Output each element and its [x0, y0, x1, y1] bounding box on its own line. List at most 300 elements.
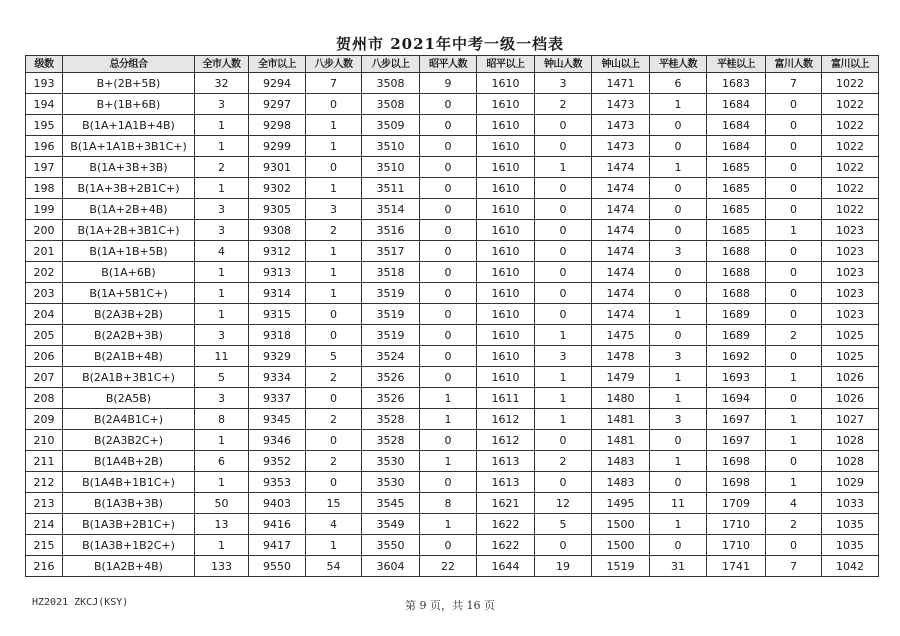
- table-row: [26, 178, 879, 199]
- level-cell: 197: [26, 157, 63, 178]
- count-cell: 1474: [592, 199, 650, 220]
- count-cell: 0: [420, 115, 477, 136]
- count-cell: 0: [420, 346, 477, 367]
- count-cell: 1: [306, 115, 362, 136]
- count-cell: 1: [535, 157, 592, 178]
- count-cell: 2: [306, 220, 362, 241]
- count-cell: 1688: [707, 241, 766, 262]
- count-cell: 9315: [249, 304, 306, 325]
- count-cell: 0: [766, 157, 822, 178]
- count-cell: 1610: [477, 94, 535, 115]
- footer-code: HZ2021 ZKCJ(KSY): [32, 597, 129, 608]
- count-cell: 7: [766, 556, 822, 577]
- count-cell: 1610: [477, 178, 535, 199]
- table-row: [26, 283, 879, 304]
- count-cell: 3: [650, 346, 707, 367]
- level-cell: 203: [26, 283, 63, 304]
- count-cell: 9417: [249, 535, 306, 556]
- count-cell: 0: [650, 199, 707, 220]
- count-cell: 1697: [707, 409, 766, 430]
- count-cell: 1: [650, 304, 707, 325]
- count-cell: 1022: [822, 199, 879, 220]
- table-row: [26, 556, 879, 577]
- combo-cell: B(1A+2B+4B): [63, 199, 195, 220]
- count-cell: 1: [650, 514, 707, 535]
- count-cell: 3549: [362, 514, 420, 535]
- count-cell: 4: [766, 493, 822, 514]
- count-cell: 9353: [249, 472, 306, 493]
- count-cell: 8: [420, 493, 477, 514]
- count-cell: 9403: [249, 493, 306, 514]
- count-cell: 133: [195, 556, 249, 577]
- count-cell: 9298: [249, 115, 306, 136]
- count-cell: 1: [195, 262, 249, 283]
- count-cell: 15: [306, 493, 362, 514]
- page-title: 贺州市 2021年中考一级一档表: [336, 35, 564, 53]
- table-body: [26, 73, 879, 577]
- count-cell: 1023: [822, 220, 879, 241]
- count-cell: 1: [535, 388, 592, 409]
- count-cell: 1: [420, 514, 477, 535]
- count-cell: 1688: [707, 262, 766, 283]
- level-cell: 209: [26, 409, 63, 430]
- level-cell: 204: [26, 304, 63, 325]
- count-cell: 1: [306, 241, 362, 262]
- combo-cell: B(2A4B1C+): [63, 409, 195, 430]
- count-cell: 1685: [707, 199, 766, 220]
- count-cell: 1611: [477, 388, 535, 409]
- count-cell: 0: [420, 472, 477, 493]
- level-cell: 198: [26, 178, 63, 199]
- count-cell: 5: [306, 346, 362, 367]
- count-cell: 1474: [592, 283, 650, 304]
- count-cell: 1474: [592, 262, 650, 283]
- count-cell: 0: [650, 178, 707, 199]
- combo-cell: B(2A1B+3B1C+): [63, 367, 195, 388]
- level-cell: 213: [26, 493, 63, 514]
- count-cell: 22: [420, 556, 477, 577]
- level-cell: 201: [26, 241, 63, 262]
- count-cell: 3509: [362, 115, 420, 136]
- count-cell: 1: [195, 283, 249, 304]
- count-cell: 0: [650, 220, 707, 241]
- level-cell: 208: [26, 388, 63, 409]
- count-cell: 9308: [249, 220, 306, 241]
- combo-cell: B(2A3B+2B): [63, 304, 195, 325]
- column-header: 全市人数: [195, 56, 249, 73]
- combo-cell: B(2A5B): [63, 388, 195, 409]
- count-cell: 0: [420, 325, 477, 346]
- count-cell: 1610: [477, 157, 535, 178]
- count-cell: 1610: [477, 304, 535, 325]
- count-cell: 1: [766, 409, 822, 430]
- count-cell: 0: [535, 178, 592, 199]
- count-cell: 3516: [362, 220, 420, 241]
- combo-cell: B(1A3B+3B): [63, 493, 195, 514]
- combo-cell: B(1A+6B): [63, 262, 195, 283]
- count-cell: 1684: [707, 115, 766, 136]
- table-row: [26, 304, 879, 325]
- level-cell: 207: [26, 367, 63, 388]
- count-cell: 1473: [592, 136, 650, 157]
- combo-cell: B(2A1B+4B): [63, 346, 195, 367]
- table-row: [26, 514, 879, 535]
- count-cell: 0: [420, 178, 477, 199]
- count-cell: 1683: [707, 73, 766, 94]
- table-row: [26, 115, 879, 136]
- count-cell: 3514: [362, 199, 420, 220]
- count-cell: 0: [766, 283, 822, 304]
- count-cell: 0: [766, 346, 822, 367]
- count-cell: 1023: [822, 283, 879, 304]
- count-cell: 1474: [592, 157, 650, 178]
- count-cell: 1025: [822, 325, 879, 346]
- combo-cell: B(1A4B+1B1C+): [63, 472, 195, 493]
- count-cell: 1023: [822, 241, 879, 262]
- count-cell: 9294: [249, 73, 306, 94]
- count-cell: 3528: [362, 430, 420, 451]
- count-cell: 1473: [592, 94, 650, 115]
- count-cell: 1027: [822, 409, 879, 430]
- count-cell: 1693: [707, 367, 766, 388]
- count-cell: 9301: [249, 157, 306, 178]
- count-cell: 3550: [362, 535, 420, 556]
- count-cell: 1: [420, 409, 477, 430]
- count-cell: 1028: [822, 451, 879, 472]
- count-cell: 1610: [477, 115, 535, 136]
- count-cell: 0: [420, 262, 477, 283]
- count-cell: 1519: [592, 556, 650, 577]
- count-cell: 1684: [707, 136, 766, 157]
- combo-cell: B(2A3B2C+): [63, 430, 195, 451]
- count-cell: 3: [195, 325, 249, 346]
- count-cell: 0: [420, 199, 477, 220]
- combo-cell: B(1A+1B+5B): [63, 241, 195, 262]
- table-row: [26, 367, 879, 388]
- count-cell: 2: [195, 157, 249, 178]
- count-cell: 0: [766, 451, 822, 472]
- count-cell: 9302: [249, 178, 306, 199]
- count-cell: 1: [535, 409, 592, 430]
- count-cell: 1689: [707, 325, 766, 346]
- count-cell: 1685: [707, 157, 766, 178]
- count-cell: 0: [535, 262, 592, 283]
- count-cell: 1698: [707, 472, 766, 493]
- combo-cell: B(1A+2B+3B1C+): [63, 220, 195, 241]
- combo-cell: B(1A3B+2B1C+): [63, 514, 195, 535]
- count-cell: 0: [306, 472, 362, 493]
- count-cell: 9: [420, 73, 477, 94]
- count-cell: 1023: [822, 304, 879, 325]
- count-cell: 9318: [249, 325, 306, 346]
- count-cell: 12: [535, 493, 592, 514]
- count-cell: 9346: [249, 430, 306, 451]
- count-cell: 1710: [707, 535, 766, 556]
- count-cell: 1033: [822, 493, 879, 514]
- count-cell: 0: [650, 136, 707, 157]
- count-cell: 1612: [477, 409, 535, 430]
- count-cell: 1022: [822, 178, 879, 199]
- count-cell: 0: [766, 94, 822, 115]
- table-row: [26, 73, 879, 94]
- combo-cell: B(1A+5B1C+): [63, 283, 195, 304]
- column-header: 富川人数: [766, 56, 822, 73]
- count-cell: 1: [306, 535, 362, 556]
- level-cell: 216: [26, 556, 63, 577]
- count-cell: 1022: [822, 73, 879, 94]
- count-cell: 0: [766, 388, 822, 409]
- count-cell: 2: [766, 325, 822, 346]
- count-cell: 1610: [477, 241, 535, 262]
- table-row: [26, 157, 879, 178]
- count-cell: 1471: [592, 73, 650, 94]
- count-cell: 1474: [592, 178, 650, 199]
- count-cell: 1: [650, 157, 707, 178]
- count-cell: 3528: [362, 409, 420, 430]
- count-cell: 1: [306, 262, 362, 283]
- level-cell: 214: [26, 514, 63, 535]
- count-cell: 1479: [592, 367, 650, 388]
- column-header: 总分组合: [63, 56, 195, 73]
- count-cell: 1: [420, 451, 477, 472]
- count-cell: 0: [306, 94, 362, 115]
- count-cell: 1474: [592, 241, 650, 262]
- count-cell: 1709: [707, 493, 766, 514]
- combo-cell: B(1A+1A1B+4B): [63, 115, 195, 136]
- count-cell: 2: [535, 94, 592, 115]
- level-cell: 215: [26, 535, 63, 556]
- count-cell: 9416: [249, 514, 306, 535]
- count-cell: 1022: [822, 136, 879, 157]
- count-cell: 1035: [822, 514, 879, 535]
- count-cell: 2: [306, 451, 362, 472]
- count-cell: 1613: [477, 472, 535, 493]
- count-cell: 7: [306, 73, 362, 94]
- count-cell: 1: [306, 283, 362, 304]
- count-cell: 6: [650, 73, 707, 94]
- count-cell: 0: [306, 430, 362, 451]
- count-cell: 1685: [707, 178, 766, 199]
- count-cell: 1: [766, 220, 822, 241]
- count-cell: 1: [420, 388, 477, 409]
- count-cell: 0: [306, 388, 362, 409]
- count-cell: 1483: [592, 451, 650, 472]
- count-cell: 1473: [592, 115, 650, 136]
- count-cell: 1495: [592, 493, 650, 514]
- count-cell: 9305: [249, 199, 306, 220]
- count-cell: 1: [195, 136, 249, 157]
- count-cell: 1610: [477, 346, 535, 367]
- count-cell: 1022: [822, 115, 879, 136]
- table-row: [26, 472, 879, 493]
- count-cell: 3526: [362, 367, 420, 388]
- count-cell: 3510: [362, 157, 420, 178]
- count-cell: 0: [650, 430, 707, 451]
- column-header: 昭平人数: [420, 56, 477, 73]
- count-cell: 3: [650, 241, 707, 262]
- count-cell: 2: [306, 409, 362, 430]
- count-cell: 3530: [362, 451, 420, 472]
- count-cell: 1: [766, 472, 822, 493]
- count-cell: 1610: [477, 262, 535, 283]
- count-cell: 11: [650, 493, 707, 514]
- count-cell: 0: [650, 262, 707, 283]
- table-row: [26, 94, 879, 115]
- count-cell: 1025: [822, 346, 879, 367]
- table-row: [26, 199, 879, 220]
- count-cell: 0: [420, 304, 477, 325]
- count-cell: 3: [195, 220, 249, 241]
- count-cell: 3524: [362, 346, 420, 367]
- count-cell: 1612: [477, 430, 535, 451]
- count-cell: 0: [535, 220, 592, 241]
- count-cell: 1026: [822, 367, 879, 388]
- count-cell: 1029: [822, 472, 879, 493]
- count-cell: 0: [535, 304, 592, 325]
- score-table: [25, 55, 879, 577]
- count-cell: 0: [420, 241, 477, 262]
- count-cell: 1: [195, 535, 249, 556]
- count-cell: 0: [766, 199, 822, 220]
- count-cell: 0: [306, 157, 362, 178]
- count-cell: 4: [195, 241, 249, 262]
- column-header: 富川以上: [822, 56, 879, 73]
- count-cell: 1481: [592, 430, 650, 451]
- count-cell: 1: [766, 367, 822, 388]
- count-cell: 1697: [707, 430, 766, 451]
- count-cell: 0: [420, 220, 477, 241]
- count-cell: 2: [535, 451, 592, 472]
- count-cell: 1474: [592, 220, 650, 241]
- count-cell: 0: [650, 325, 707, 346]
- count-cell: 3517: [362, 241, 420, 262]
- count-cell: 3545: [362, 493, 420, 514]
- count-cell: 2: [766, 514, 822, 535]
- count-cell: 3510: [362, 136, 420, 157]
- count-cell: 0: [535, 199, 592, 220]
- count-cell: 1022: [822, 94, 879, 115]
- count-cell: 1500: [592, 514, 650, 535]
- count-cell: 0: [420, 430, 477, 451]
- count-cell: 1483: [592, 472, 650, 493]
- combo-cell: B+(1B+6B): [63, 94, 195, 115]
- level-cell: 211: [26, 451, 63, 472]
- count-cell: 3: [195, 388, 249, 409]
- count-cell: 1: [195, 304, 249, 325]
- count-cell: 1688: [707, 283, 766, 304]
- combo-cell: B(1A+3B+3B): [63, 157, 195, 178]
- column-header: 平桂人数: [650, 56, 707, 73]
- count-cell: 0: [766, 115, 822, 136]
- combo-cell: B(1A+1A1B+3B1C+): [63, 136, 195, 157]
- table-row: [26, 430, 879, 451]
- count-cell: 9314: [249, 283, 306, 304]
- count-cell: 0: [420, 283, 477, 304]
- count-cell: 31: [650, 556, 707, 577]
- combo-cell: B(1A+3B+2B1C+): [63, 178, 195, 199]
- count-cell: 3: [306, 199, 362, 220]
- level-cell: 205: [26, 325, 63, 346]
- count-cell: 9329: [249, 346, 306, 367]
- column-header: 八步人数: [306, 56, 362, 73]
- count-cell: 0: [766, 304, 822, 325]
- combo-cell: B(1A3B+1B2C+): [63, 535, 195, 556]
- column-header: 全市以上: [249, 56, 306, 73]
- count-cell: 1: [766, 430, 822, 451]
- count-cell: 9352: [249, 451, 306, 472]
- count-cell: 0: [766, 136, 822, 157]
- count-cell: 1698: [707, 451, 766, 472]
- count-cell: 3: [195, 199, 249, 220]
- table-header-row: [26, 56, 879, 73]
- count-cell: 3518: [362, 262, 420, 283]
- count-cell: 9297: [249, 94, 306, 115]
- count-cell: 1610: [477, 325, 535, 346]
- count-cell: 0: [535, 535, 592, 556]
- count-cell: 1474: [592, 304, 650, 325]
- count-cell: 1610: [477, 220, 535, 241]
- level-cell: 206: [26, 346, 63, 367]
- column-header: 级数: [26, 56, 63, 73]
- table-row: [26, 535, 879, 556]
- count-cell: 1610: [477, 199, 535, 220]
- count-cell: 9299: [249, 136, 306, 157]
- count-cell: 54: [306, 556, 362, 577]
- count-cell: 2: [306, 367, 362, 388]
- count-cell: 1613: [477, 451, 535, 472]
- combo-cell: B(2A2B+3B): [63, 325, 195, 346]
- count-cell: 1710: [707, 514, 766, 535]
- count-cell: 1692: [707, 346, 766, 367]
- count-cell: 3: [535, 346, 592, 367]
- count-cell: 6: [195, 451, 249, 472]
- count-cell: 0: [306, 304, 362, 325]
- count-cell: 1610: [477, 283, 535, 304]
- column-header: 钟山人数: [535, 56, 592, 73]
- count-cell: 1: [535, 325, 592, 346]
- count-cell: 1622: [477, 535, 535, 556]
- level-cell: 200: [26, 220, 63, 241]
- level-cell: 202: [26, 262, 63, 283]
- count-cell: 0: [420, 157, 477, 178]
- count-cell: 9550: [249, 556, 306, 577]
- level-cell: 199: [26, 199, 63, 220]
- count-cell: 1610: [477, 73, 535, 94]
- count-cell: 0: [535, 472, 592, 493]
- count-cell: 0: [650, 535, 707, 556]
- count-cell: 1: [535, 367, 592, 388]
- count-cell: 0: [766, 178, 822, 199]
- count-cell: 1694: [707, 388, 766, 409]
- count-cell: 13: [195, 514, 249, 535]
- count-cell: 1: [195, 115, 249, 136]
- column-header: 钟山以上: [592, 56, 650, 73]
- count-cell: 9345: [249, 409, 306, 430]
- count-cell: 0: [420, 535, 477, 556]
- count-cell: 3526: [362, 388, 420, 409]
- count-cell: 3: [195, 94, 249, 115]
- column-header: 八步以上: [362, 56, 420, 73]
- count-cell: 1: [195, 178, 249, 199]
- level-cell: 193: [26, 73, 63, 94]
- count-cell: 0: [306, 325, 362, 346]
- count-cell: 1741: [707, 556, 766, 577]
- count-cell: 0: [535, 283, 592, 304]
- count-cell: 0: [420, 136, 477, 157]
- count-cell: 0: [650, 283, 707, 304]
- count-cell: 0: [420, 367, 477, 388]
- table-row: [26, 325, 879, 346]
